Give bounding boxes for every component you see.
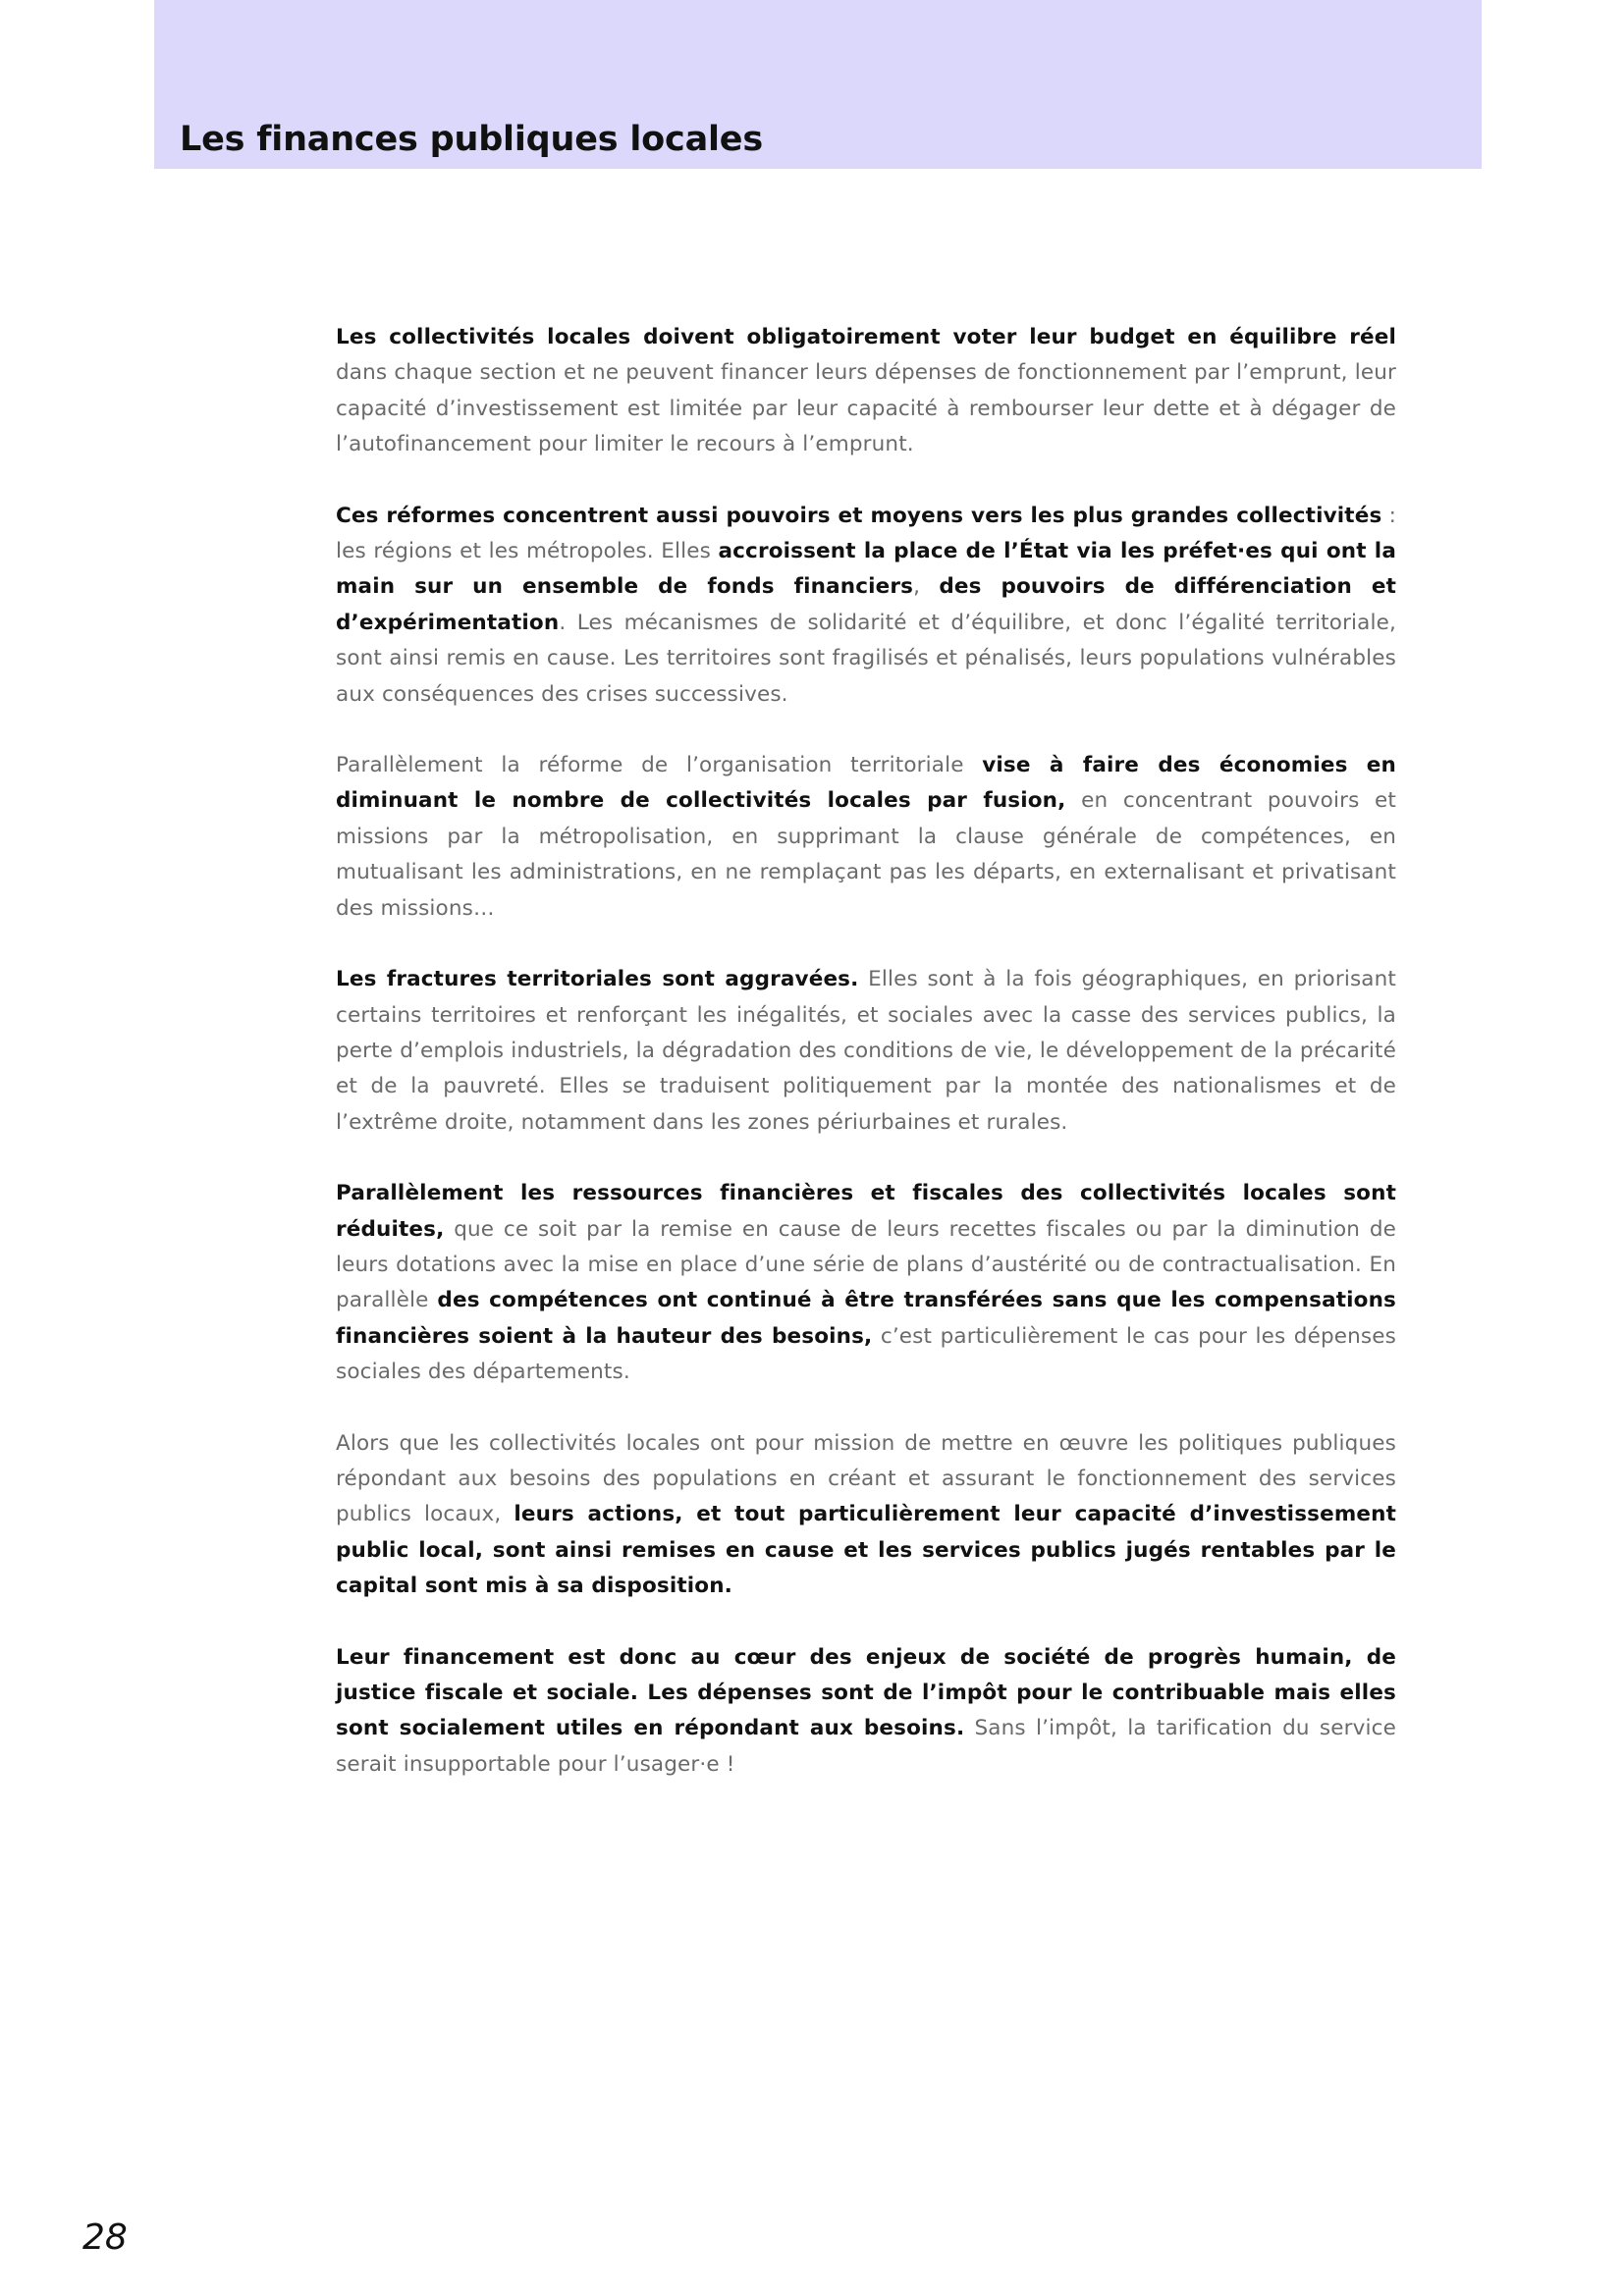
body-text-run: que ce soit par la remise en cause de leurs recettes fiscales ou par la diminution de leurs dotations avec la mise en place d’une série de plans d’austérité ou de contractualisation. En parallèle: [336, 1216, 1396, 1313]
body-text-run: c’est particulièrement le cas pour les dépenses sociales des départements.: [336, 1323, 1396, 1385]
paragraph-1: [336, 320, 1396, 463]
paragraph-4: [336, 962, 1396, 1141]
emphasis-text: vise à faire des économies en diminuant le nombre de collectivités locales par fusion,: [336, 753, 1396, 814]
body-text-run: Parallèlement la réforme de l’organisation territoriale: [336, 753, 983, 778]
paragraph-3: [336, 748, 1396, 927]
body-text-run: ,: [913, 574, 940, 600]
emphasis-text: des pouvoirs de différenciation et d’expérimentation: [336, 574, 1397, 635]
body-text: [336, 320, 1396, 1818]
emphasis-text: Parallèlement les ressources financières et fiscales des collectivités locales sont réduites,: [336, 1181, 1396, 1242]
emphasis-text: Ces réformes concentrent aussi pouvoirs et moyens vers les plus grandes collectivités: [336, 503, 1382, 528]
body-text-run: Elles sont à la fois géographiques, en priorisant certains territoires et renforçant les inégalités, et sociales avec la casse des services publics, la perte d’emplois industriels, la dégradation des conditions de vie, le développement de la précarité et de la pauvreté. Elles se traduisent politiquement par la montée des nationalismes et de l’extrême droite, notamment dans les zones périurbaines et rurales.: [336, 967, 1396, 1135]
emphasis-text: accroissent la place de l’État via les préfet·es qui ont la main sur un ensemble de fonds financiers: [336, 539, 1396, 600]
emphasis-text: Les fractures territoriales sont aggravées.: [336, 967, 859, 992]
paragraph-5: [336, 1176, 1396, 1390]
page-title: Les finances publiques locales: [180, 120, 763, 159]
emphasis-text: Leur financement est donc au cœur des enjeux de société de progrès humain, de justice fiscale et sociale. Les dépenses sont de l’impôt pour le contribuable mais elles sont socialement utiles en répondant aux besoins.: [336, 1644, 1396, 1741]
body-text-run: en concentrant pouvoirs et missions par la métropolisation, en supprimant la clause générale de compétences, en mutualisant les administrations, en ne remplaçant pas les départs, en externalisant et privatisant des missions…: [336, 788, 1396, 921]
paragraph-6: [336, 1426, 1396, 1605]
body-text-run: Sans l’impôt, la tarification du service serait insupportable pour l’usager·e !: [336, 1716, 1396, 1777]
paragraph-7: [336, 1640, 1396, 1784]
emphasis-text: des compétences ont continué à être transférées sans que les compensations financières soient à la hauteur des besoins,: [336, 1288, 1397, 1349]
body-text-run: Alors que les collectivités locales ont pour mission de mettre en œuvre les politiques publiques répondant aux besoins des populations en créant et assurant le fonctionnement des services publics locaux,: [336, 1430, 1396, 1527]
emphasis-text: Les collectivités locales doivent obligatoirement voter leur budget en équilibre réel: [336, 325, 1396, 349]
body-text-run: . Les mécanismes de solidarité et d’équilibre, et donc l’égalité territoriale, sont ainsi remis en cause. Les territoires sont fragilisés et pénalisés, leurs populations vulnérables aux conséquences des crises successives.: [336, 610, 1396, 707]
page-number: 28: [82, 2217, 128, 2258]
paragraph-2: [336, 499, 1396, 713]
emphasis-text: leurs actions, et tout particulièrement leur capacité d’investissement public local, sont ainsi remises en cause et les services publics jugés rentables par le capital sont mis à sa disposition.: [336, 1502, 1396, 1599]
body-text-run: dans chaque section et ne peuvent financer leurs dépenses de fonctionnement par l’emprunt, leur capacité d’investissement est limitée par leur capacité à rembourser leur dette et à dégager de l’autofinancement pour limiter le recours à l’emprunt.: [336, 360, 1396, 457]
body-text-run: : les régions et les métropoles. Elles: [336, 503, 1396, 564]
